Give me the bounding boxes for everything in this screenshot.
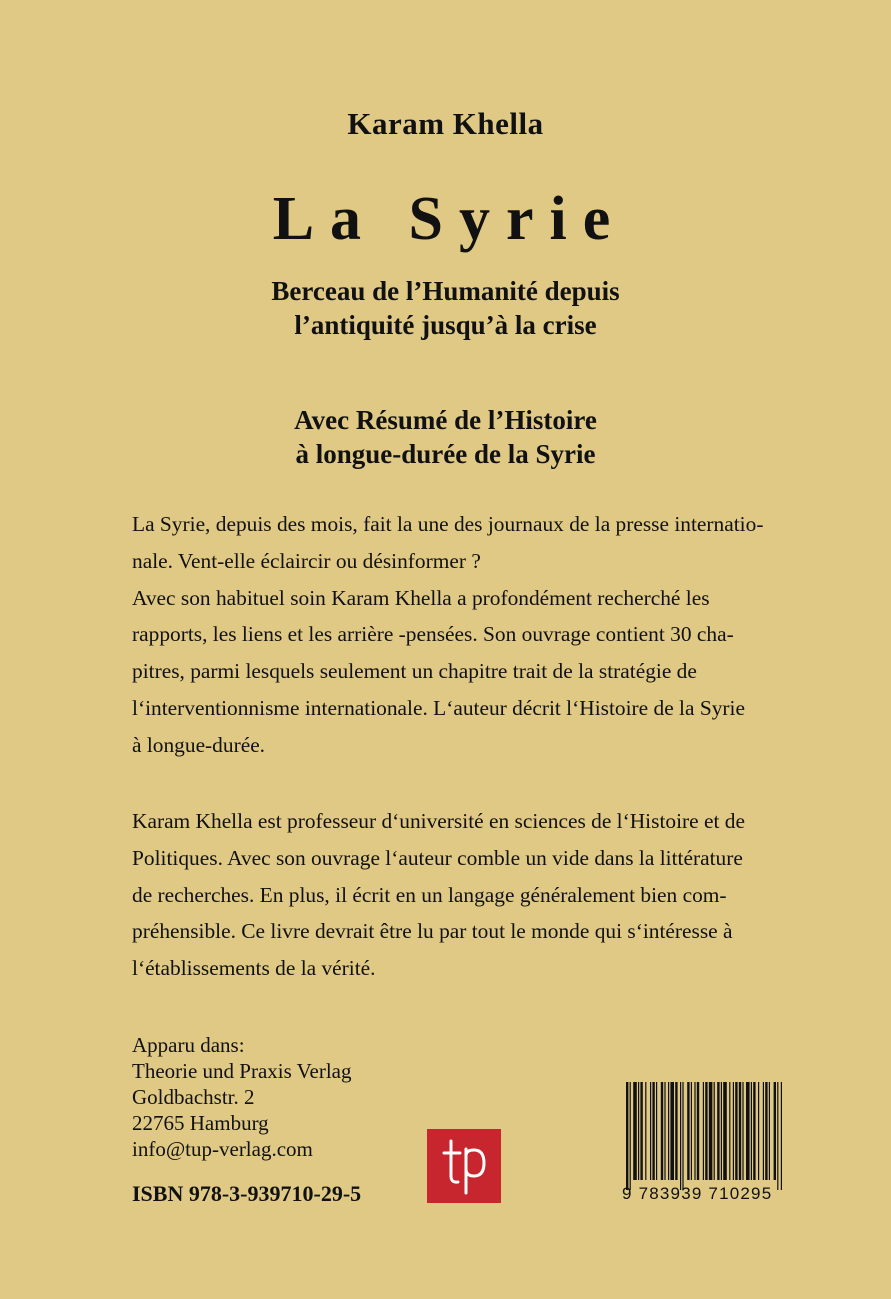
barcode-bar: [630, 1082, 631, 1190]
barcode-bar: [645, 1082, 646, 1180]
barcode-bar: [633, 1082, 637, 1180]
barcode-bar: [735, 1082, 737, 1180]
summary-heading: [0, 403, 891, 471]
publisher-line: Goldbachstr. 2: [132, 1085, 255, 1109]
barcode-bar: [705, 1082, 707, 1180]
barcode-bar: [675, 1082, 677, 1180]
publisher-email: info@tup-verlag.com: [132, 1137, 313, 1161]
description-paragraph-1: [132, 506, 798, 764]
barcode-bar: [680, 1082, 681, 1190]
book-title: La Syrie: [272, 185, 627, 253]
barcode-bar: [781, 1082, 782, 1190]
paragraph-line: Avec son habituel soin Karam Khella a profondément recherché les: [132, 585, 710, 610]
barcode-bar: [656, 1082, 657, 1180]
barcode-bar: [638, 1082, 639, 1180]
barcode-bar: [640, 1082, 642, 1180]
barcode-bar: [682, 1082, 683, 1190]
barcode-bar: [765, 1082, 767, 1180]
barcode-bar: [777, 1082, 778, 1190]
barcode-bar: [694, 1082, 695, 1180]
barcode-bar: [714, 1082, 715, 1180]
paragraph-line: Politiques. Avec son ouvrage l‘auteur comble un vide dans la littérature: [132, 845, 743, 870]
paragraph-line: Karam Khella est professeur d‘université en sciences de l‘Histoire et de: [132, 809, 745, 833]
paragraph-line: rapports, les liens et les arrière -pensées. Son ouvrage contient 30 cha-: [132, 622, 734, 647]
barcode-bar: [670, 1082, 674, 1180]
barcode-bar: [769, 1082, 770, 1180]
summary-line: à longue-durée de la Syrie: [295, 439, 596, 469]
barcode-bar: [661, 1082, 663, 1180]
author-name: Karam Khella: [347, 106, 544, 141]
barcode-bar: [733, 1082, 734, 1180]
paragraph-line: l‘établissements de la vérité.: [132, 956, 376, 981]
barcode-bar: [697, 1082, 699, 1180]
barcode-bar: [652, 1082, 654, 1180]
barcode-bar: [763, 1082, 764, 1180]
publisher-line: Theorie und Praxis Verlag: [132, 1059, 352, 1083]
publisher-address: [132, 1032, 351, 1162]
barcode-bar: [626, 1082, 628, 1190]
barcode-bar: [664, 1082, 665, 1180]
description-paragraph-2: [132, 803, 798, 987]
paragraph-line: de recherches. En plus, il écrit en un langage généralement bien com-: [132, 882, 727, 907]
book-subtitle: [0, 274, 891, 342]
barcode-bar: [703, 1082, 704, 1180]
paragraph-line: pitres, parmi lesquels seulement un chapitre trait de la stratégie de: [132, 659, 697, 684]
publisher-logo: [427, 1129, 501, 1203]
isbn: ISBN 978-3-939710-29-5: [132, 1181, 362, 1206]
barcode-bar: [774, 1082, 776, 1180]
barcode-bar: [723, 1082, 727, 1180]
barcode-number: 9 783939 710295: [622, 1184, 773, 1203]
subtitle-line: l’antiquité jusqu’à la crise: [294, 310, 597, 340]
paragraph-line: nale. Vent-elle éclaircir ou désinformer ?: [132, 548, 481, 573]
summary-line: Avec Résumé de l’Histoire: [294, 405, 597, 435]
barcode-bar: [650, 1082, 651, 1180]
barcode-bar: [746, 1082, 750, 1180]
barcode-bar: [753, 1082, 755, 1180]
barcode-bar: [709, 1082, 713, 1180]
paragraph-line: l‘interventionnisme internationale. L‘auteur décrit l‘Histoire de la Syrie: [132, 695, 745, 720]
barcode-bar: [691, 1082, 692, 1180]
paragraph-line: préhensible. Ce livre devrait être lu par tout le monde qui s‘intéresse à: [132, 919, 733, 944]
barcode-bar: [739, 1082, 741, 1180]
barcode-bar: [668, 1082, 669, 1180]
barcode-bar: [742, 1082, 743, 1180]
publisher-line: Apparu dans:: [132, 1033, 245, 1057]
barcode-bar: [717, 1082, 719, 1180]
paragraph-line: à longue-durée.: [132, 732, 266, 757]
barcode-bar: [721, 1082, 722, 1180]
tp-logo-icon: [427, 1129, 501, 1203]
barcode-bar: [751, 1082, 752, 1180]
subtitle-line: Berceau de l’Humanité depuis: [271, 276, 620, 306]
barcode-bar: [758, 1082, 759, 1180]
barcode-bar: [729, 1082, 730, 1180]
barcode-bar: [687, 1082, 689, 1180]
paragraph-line: La Syrie, depuis des mois, fait la une des journaux de la presse internatio-: [132, 512, 764, 536]
publisher-line: 22765 Hamburg: [132, 1111, 269, 1135]
